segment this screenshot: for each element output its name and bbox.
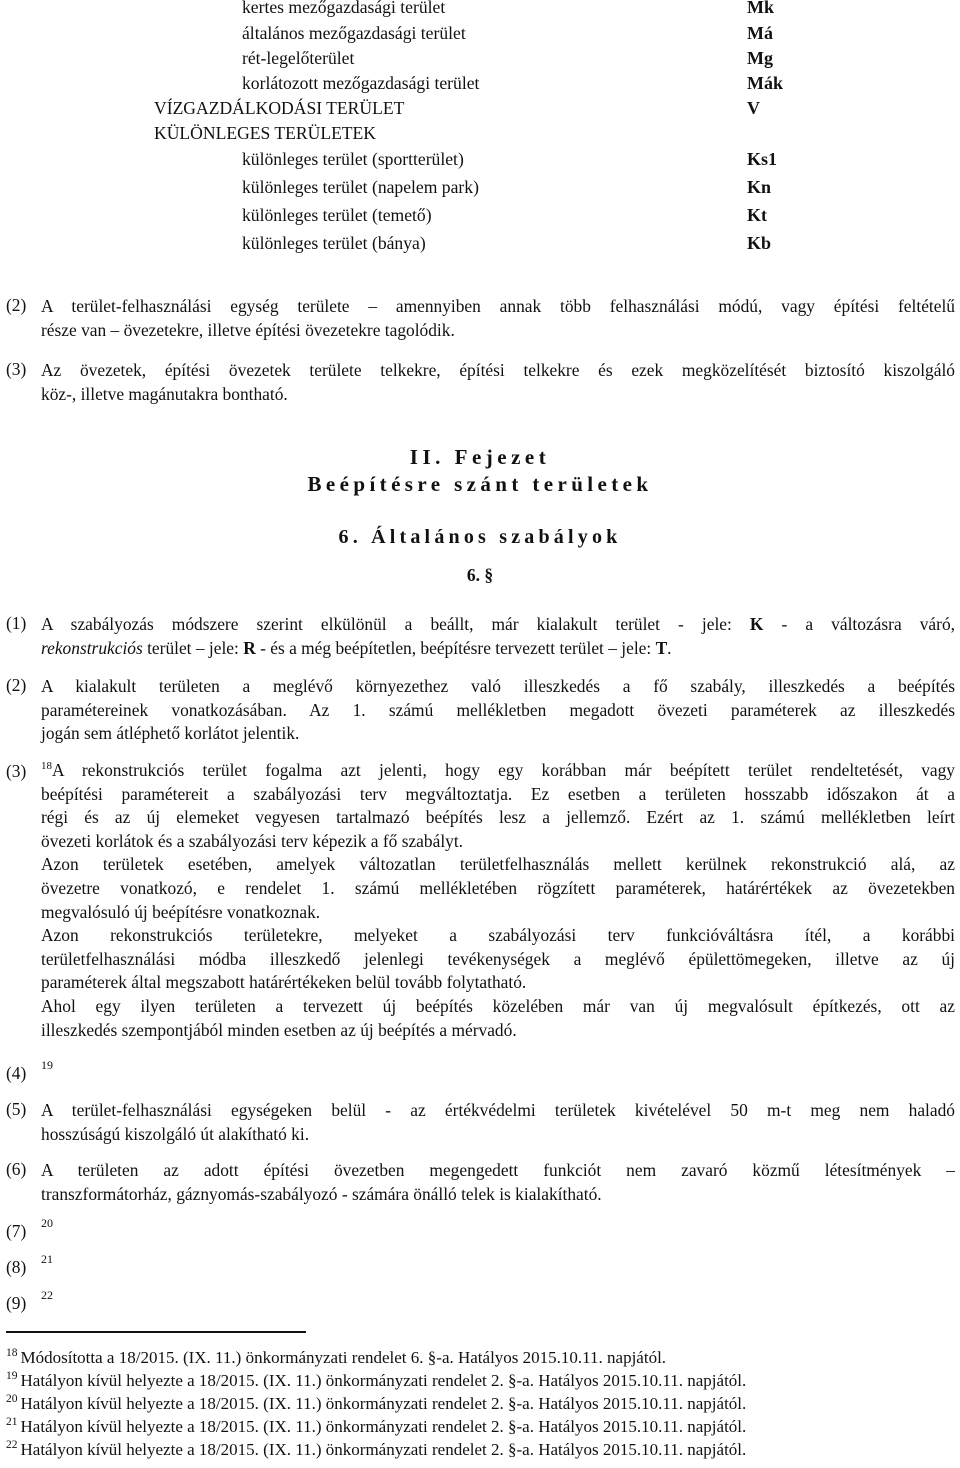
zone-label: különleges terület (napelem park) <box>242 177 479 197</box>
footnote-number: 20 <box>6 1393 18 1406</box>
paragraph-6-3 <box>41 759 955 1042</box>
footnote-number: 18 <box>6 1347 18 1360</box>
footnote-text: Hatályon kívül helyezte a 18/2015. (IX. 11.) önkormányzati rendelet 2. §-a. Hatályos 2015.10.11. napjától. <box>20 1371 747 1390</box>
zone-code: Mg <box>747 48 773 68</box>
text-run: - a változásra váró, <box>763 614 955 634</box>
zone-label: különleges terület (sportterület) <box>242 149 464 169</box>
zone-label: korlátozott mezőgazdasági terület <box>242 73 480 93</box>
text-line: A kialakult területen a meglévő környezethez való illeszkedés a fő szabály, illeszkedés a beépítés <box>41 676 955 696</box>
text-run: - és a még beépítetlen, beépítésre tervezett terület – jele: <box>255 637 656 658</box>
text-line: paraméterek által megszabott határértékeken belül tovább folytatható. <box>41 972 527 993</box>
zone-label: általános mezőgazdasági terület <box>242 23 466 43</box>
paragraph-number: (2) <box>6 295 27 315</box>
text-run: . <box>667 637 672 658</box>
text-run-italic: rekonstrukciós <box>41 637 143 658</box>
section-title: 6. Általános szabályok <box>338 526 622 548</box>
text-line: övezetre vonatkozó, e rendelet 1. számú mellékletében rögzített paraméterek, határértékek az övezetekben <box>41 877 955 898</box>
zone-code: Mk <box>747 0 774 17</box>
zone-label: rét-legelőterület <box>242 48 355 68</box>
zone-label: VÍZGAZDÁLKODÁSI TERÜLET <box>154 98 405 118</box>
zone-code: Kt <box>747 205 767 225</box>
paragraph-number: (7) <box>6 1221 27 1241</box>
paragraph-6-2 <box>41 675 955 746</box>
text-line: területfelhasználási módba illeszkedő jelenlegi tevékenységek a meglévő épülettömegeken, illetve az új <box>41 948 955 969</box>
paragraph-number: (3) <box>6 761 27 781</box>
text-line: hosszúságú kiszolgáló út alakítható ki. <box>41 1123 310 1144</box>
footnote-text: Hatályon kívül helyezte a 18/2015. (IX. 11.) önkormányzati rendelet 2. §-a. Hatályos 2015.10.11. napjától. <box>20 1440 747 1459</box>
footnote-separator <box>6 1331 306 1333</box>
zone-code: Má <box>747 23 773 43</box>
text-line: Azon területek esetében, amelyek változatlan területfelhasználás mellett kerülnek rekonstrukció alá, az <box>41 854 955 875</box>
zone-code: Kn <box>747 177 772 197</box>
code-r: R <box>243 637 256 658</box>
footnote <box>6 1439 746 1461</box>
text-line: A terület-felhasználási egységeken belül - az értékvédelmi területek kivételével 50 m-t meg nem haladó <box>41 1100 955 1120</box>
footnote <box>6 1416 746 1438</box>
code-k: K <box>749 614 764 634</box>
text-line: paramétereinek vonatkozásában. Az 1. számú mellékletben megadott övezeti paraméterek az illeszkedés <box>41 699 955 720</box>
footnote-number: 22 <box>6 1439 18 1452</box>
text-line: jogán sem átléphető korlátot jelentik. <box>41 723 300 744</box>
footnote-ref[interactable]: 20 <box>41 1216 53 1230</box>
paragraph-number: (9) <box>6 1293 27 1313</box>
footnote-text: Hatályon kívül helyezte a 18/2015. (IX. 11.) önkormányzati rendelet 2. §-a. Hatályos 2015.10.11. napjától. <box>20 1417 747 1436</box>
zone-label: kertes mezőgazdasági terület <box>242 0 446 17</box>
text-line <box>41 637 955 661</box>
footnote-text: Módosította a 18/2015. (IX. 11.) önkormányzati rendelet 6. §-a. Hatályos 2015.10.11. napjától. <box>20 1348 667 1367</box>
text-line: megvalósuló új beépítésre vonatkoznak. <box>41 901 321 922</box>
footnote-text: Hatályon kívül helyezte a 18/2015. (IX. 11.) önkormányzati rendelet 2. §-a. Hatályos 2015.10.11. napjától. <box>20 1394 747 1413</box>
footnote-ref[interactable]: 19 <box>41 1058 53 1072</box>
paragraph-5-3 <box>41 359 955 406</box>
text-line: A területen az adott építési övezetben megengedett funkciót nem zavaró közmű létesítmények – <box>41 1160 955 1180</box>
paragraph-number: (8) <box>6 1257 27 1277</box>
footnote <box>6 1393 746 1415</box>
zone-code: Kb <box>747 233 772 253</box>
code-t: T <box>655 637 668 658</box>
paragraph-5-2 <box>41 295 955 342</box>
footnote-ref[interactable]: 22 <box>41 1288 53 1302</box>
paragraph-number: (3) <box>6 359 27 379</box>
text-line: Ahol egy ilyen területen a tervezett új beépítés közelében már van új megvalósult építkezés, ott az <box>41 995 955 1016</box>
zone-group-label: KÜLÖNLEGES TERÜLETEK <box>154 123 377 143</box>
zone-code: V <box>747 98 760 118</box>
footnote-ref[interactable]: 21 <box>41 1252 53 1266</box>
text-line: Azon rekonstrukciós területekre, melyeket a szabályozási terv funkcióváltásra ítél, a korábbi <box>41 925 955 946</box>
footnote <box>6 1370 746 1392</box>
zone-label: különleges terület (temető) <box>242 205 432 225</box>
text-line: Az övezetek, építési övezetek területe telkekre, építési telkekre és ezek megközelítését biztosító kiszolgáló <box>41 360 955 380</box>
text-line: transzformátorház, gáznyomás-szabályozó - számára önálló telek is kialakítható. <box>41 1183 602 1204</box>
paragraph-number: (1) <box>6 613 27 633</box>
footnote-ref[interactable]: 18 <box>41 760 52 773</box>
zone-code: Mák <box>747 73 783 93</box>
section-sign: 6. § <box>466 565 494 585</box>
footnote-number: 21 <box>6 1416 18 1429</box>
text-line: beépítési paramétereit a szabályozási terv megváltoztatja. Ez esetben a területen hosszabb időszakon át a <box>41 783 955 804</box>
text-line <box>41 759 955 783</box>
paragraph-number: (5) <box>6 1099 27 1119</box>
text-line: övezeti korlátok és a szabályozási terv képezik a fő szabályt. <box>41 830 464 851</box>
text-line: illeszkedés szempontjából minden esetben az új beépítés a mérvadó. <box>41 1019 517 1040</box>
text-run: A szabályozás módszere szerint elkülönül a beállt, már kialakult terület - jele: <box>41 614 750 634</box>
chapter-title: Beépítésre szánt területek <box>307 472 653 496</box>
zone-label: különleges terület (bánya) <box>242 233 426 253</box>
footnote <box>6 1347 666 1369</box>
paragraph-6-1 <box>41 613 955 660</box>
text-line <box>41 613 955 637</box>
paragraph-number: (2) <box>6 675 27 695</box>
text-line: része van – övezetekre, illetve építési övezetekre tagolódik. <box>41 319 455 340</box>
chapter-number: II. Fejezet <box>409 445 551 469</box>
text-run: A rekonstrukciós terület fogalma azt jelenti, hogy egy korábban már beépített terület rendeltetését, vagy <box>52 760 955 780</box>
paragraph-number: (6) <box>6 1159 27 1179</box>
text-run: terület – jele: <box>142 637 244 658</box>
zone-code: Ks1 <box>747 149 778 169</box>
text-line: régi és az új elemeket vegyesen tartalmazó beépítés lesz a jellemző. Ezért az 1. számú mellékletben leírt <box>41 807 955 828</box>
text-line: A terület-felhasználási egység területe – amennyiben annak több felhasználási módú, vagy építési feltételű <box>41 296 955 316</box>
paragraph-6-5 <box>41 1099 955 1146</box>
paragraph-6-6 <box>41 1159 955 1206</box>
paragraph-number: (4) <box>6 1063 27 1083</box>
text-line: köz-, illetve magánutakra bontható. <box>41 383 288 404</box>
footnote-number: 19 <box>6 1370 18 1383</box>
